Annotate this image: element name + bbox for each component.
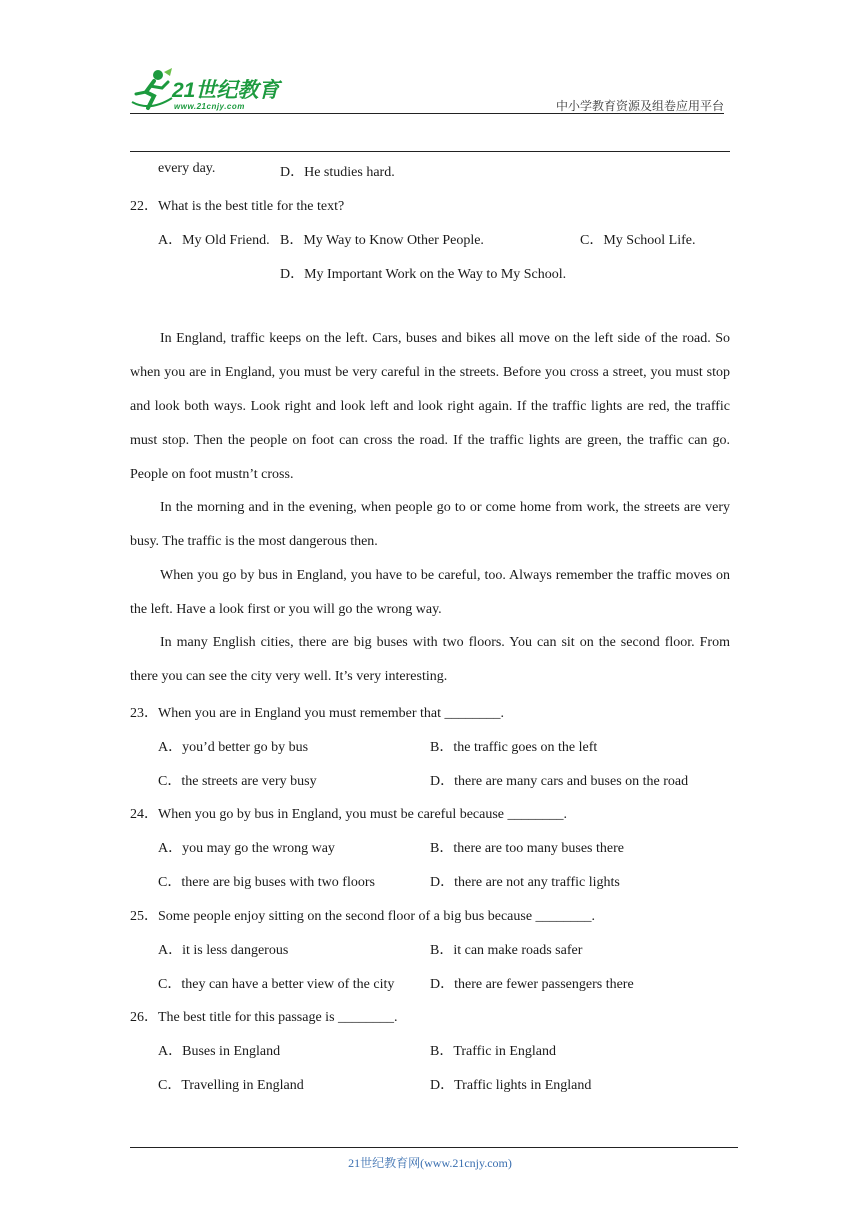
q24-option-a: A．you may go the wrong way <box>158 841 335 856</box>
q24-option-d: D．there are not any traffic lights <box>430 875 620 890</box>
logo-url: www.21cnjy.com <box>174 102 245 111</box>
q22-option-b: B．My Way to Know Other People. <box>280 233 484 248</box>
q23-option-d: D．there are many cars and buses on the road <box>430 774 689 789</box>
site-logo <box>128 68 288 114</box>
q23-stem: 23．When you are in England you must remember that ________. <box>130 706 505 721</box>
q26-option-c: C．Travelling in England <box>158 1078 304 1093</box>
q25-option-a: A．it is less dangerous <box>158 943 289 958</box>
q22-option-c: C．My School Life. <box>580 233 696 248</box>
q24-option-b: B．there are too many buses there <box>430 841 624 856</box>
q25-option-c: C．they can have a better view of the city <box>158 977 395 992</box>
q23-option-b: B．the traffic goes on the left <box>430 740 598 755</box>
q22-option-d: D．My Important Work on the Way to My School. <box>280 267 567 282</box>
q22-stem: 22．What is the best title for the text? <box>130 199 345 214</box>
q26-stem: 26．The best title for this passage is ________. <box>130 1010 398 1025</box>
header-rule <box>130 113 724 114</box>
passage-paragraph: In the morning and in the evening, when people go to or come home from work, the streets are very busy. The traffic is the most dangerous then. <box>130 500 730 549</box>
content-top-rule <box>130 151 730 152</box>
q23-option-a: A．you’d better go by bus <box>158 740 309 755</box>
q25-option-d: D．there are fewer passengers there <box>430 977 634 992</box>
q26-option-b: B．Traffic in England <box>430 1044 556 1059</box>
q22-option-a: A．My Old Friend. <box>158 233 270 248</box>
q21-tail-text: every day. <box>158 161 216 176</box>
q25-stem: 25．Some people enjoy sitting on the second floor of a big bus because ________. <box>130 909 596 924</box>
q24-option-c: C．there are big buses with two floors <box>158 875 375 890</box>
logo-text: 21世纪教育 <box>172 79 280 102</box>
footer-rule <box>130 1147 738 1148</box>
passage-paragraph: When you go by bus in England, you have to be careful, too. Always remember the traffic moves on the left. Have a look first or you will go the wrong way. <box>130 568 730 617</box>
header-tagline: 中小学教育资源及组卷应用平台 <box>555 99 724 113</box>
runner-icon <box>128 68 174 114</box>
passage-paragraph: In England, traffic keeps on the left. Cars, buses and bikes all move on the left side of the road. So when you are in England, you must be very careful in the streets. Before you cross a street, you must stop and look both ways. Look right and look left and look right again. If the traffic lights are red, the traffic must stop. Then the people on foot can cross the road. If the traffic lights are green, the traffic can go. People on foot mustn’t cross. <box>130 331 730 482</box>
q24-stem: 24．When you go by bus in England, you must be careful because ________. <box>130 807 568 822</box>
footer-link[interactable]: 21世纪教育网(www.21cnjy.com) <box>348 1156 512 1170</box>
q23-option-c: C．the streets are very busy <box>158 774 317 789</box>
q26-option-a: A．Buses in England <box>158 1044 281 1059</box>
q25-option-b: B．it can make roads safer <box>430 943 583 958</box>
q26-option-d: D．Traffic lights in England <box>430 1078 592 1093</box>
q21-option-d: D．He studies hard. <box>280 165 395 180</box>
passage-paragraph: In many English cities, there are big buses with two floors. You can sit on the second floor. From there you can see the city very well. It’s very interesting. <box>130 635 730 684</box>
